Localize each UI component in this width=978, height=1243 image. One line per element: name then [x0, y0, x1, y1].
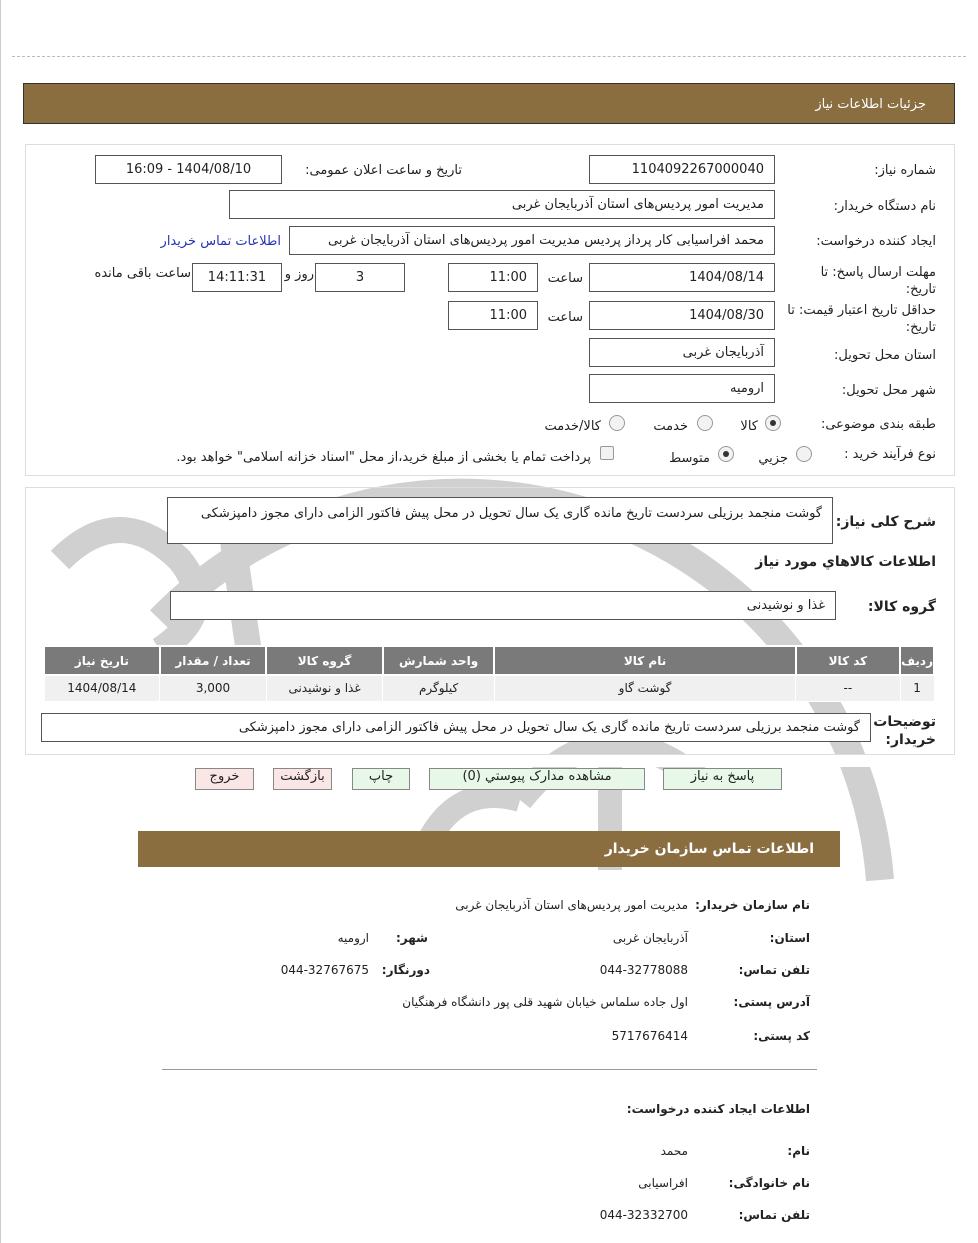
contact-postal-value: 5717676414 [611, 1029, 688, 1043]
goods-group-field[interactable]: غذا و نوشیدنی [170, 591, 836, 620]
buyer-notes-field[interactable]: گوشت منجمد برزیلی سردست تاریخ مانده گاری یک سال تحویل در محل پیش فاکتور الزامی دارای مجوز دامپزشکی [41, 713, 871, 742]
delivery-city-label: شهر محل تحویل: [841, 383, 936, 398]
remaining-time-field[interactable]: 14:11:31 [192, 263, 282, 292]
process-label: نوع فرآیند خرید : [844, 447, 936, 462]
contact-postal-label: کد پستی: [753, 1029, 810, 1043]
validity-label: حداقل تاریخ اعتبار قیمت: تا تاریخ: [787, 303, 936, 335]
contact-address-label: آدرس پستی: [733, 995, 810, 1009]
contact-org-value: مدیریت امور پردیس‌های استان آذربایجان غربی [455, 898, 688, 912]
cell-date: 1404/08/14 [44, 675, 160, 701]
cell-name: گوشت گاو [494, 675, 795, 701]
attachments-button[interactable]: مشاهده مدارک پیوستي (0) [429, 768, 645, 790]
exit-button[interactable]: خروج [195, 768, 254, 790]
top-divider [12, 56, 966, 57]
process-medium-radio[interactable] [718, 446, 734, 462]
days-label: روز و [284, 267, 314, 282]
col-qty: تعداد / مقدار [160, 646, 267, 675]
deadline-date-field[interactable]: 1404/08/14 [589, 263, 775, 292]
creator-info-title: اطلاعات ایجاد کننده درخواست: [626, 1102, 810, 1116]
category-goods-label: کالا [740, 419, 758, 434]
contact-address-value: اول جاده سلماس خیابان شهید قلی پور دانشگاه فرهنگیان [402, 995, 688, 1009]
description-field[interactable]: گوشت منجمد برزیلی سردست تاریخ مانده گاری یک سال تحویل در محل پیش فاکتور الزامی دارای مجوز دامپزشکی [167, 497, 833, 544]
goods-group-label: گروه کالا: [867, 599, 936, 615]
col-unit: واحد شمارش [383, 646, 495, 675]
col-date: تاریخ نیاز [44, 646, 160, 675]
validity-time-field[interactable]: 11:00 [448, 301, 538, 330]
deadline-label: مهلت ارسال پاسخ: تا تاریخ: [820, 265, 936, 297]
category-service-radio[interactable] [697, 415, 713, 431]
back-button[interactable]: بازگشت [273, 768, 332, 790]
cell-code: -- [796, 675, 900, 701]
col-code: کد کالا [796, 646, 900, 675]
reply-button[interactable]: پاسخ به نیاز [663, 768, 782, 790]
buyer-field[interactable]: مدیریت امور پردیس‌های استان آذربایجان غربی [229, 190, 775, 219]
buyer-label: نام دستگاه خریدار: [833, 199, 936, 214]
contact-phone-label: تلفن تماس: [738, 963, 810, 977]
creator-name-value: محمد [660, 1144, 688, 1158]
treasury-note: پرداخت تمام یا بخشی از مبلغ خرید،از محل "اسناد خزانه اسلامی" خواهد بود. [176, 450, 591, 465]
col-name: نام کالا [494, 646, 795, 675]
category-service-label: خدمت [653, 419, 688, 434]
contact-header [138, 831, 840, 867]
validity-date-field[interactable]: 1404/08/30 [589, 301, 775, 330]
description-label: شرح کلی نیاز: [835, 514, 936, 530]
category-both-radio[interactable] [609, 415, 625, 431]
col-group: گروه کالا [266, 646, 383, 675]
category-label: طبقه بندی موضوعی: [820, 417, 936, 432]
goods-table-header [44, 646, 934, 675]
validity-time-label: ساعت [547, 310, 583, 325]
creator-family-label: نام خانوادگی: [728, 1176, 810, 1190]
col-row: ردیف [900, 646, 934, 675]
delivery-city-field[interactable]: ارومیه [589, 374, 775, 403]
contact-title: اطلاعات تماس سازمان خریدار [604, 841, 814, 857]
process-small-radio[interactable] [796, 446, 812, 462]
contact-city-value: ارومیه [337, 931, 369, 945]
creator-name-label: نام: [787, 1144, 810, 1158]
page-header [23, 83, 955, 124]
need-number-field[interactable]: 1104092267000040 [589, 155, 775, 184]
table-row[interactable] [44, 675, 934, 701]
category-goods-radio[interactable] [765, 415, 781, 431]
remaining-label: ساعت باقی مانده [94, 266, 191, 281]
category-both-label: کالا/خدمت [544, 419, 601, 434]
contact-fax-value: 044-32767675 [280, 963, 369, 977]
cell-group: غذا و نوشیدنی [266, 675, 383, 701]
delivery-province-label: استان محل تحویل: [834, 348, 936, 363]
days-field[interactable]: 3 [315, 263, 405, 292]
deadline-time-field[interactable]: 11:00 [448, 263, 538, 292]
goods-table [43, 645, 935, 702]
buyer-contact-link[interactable]: اطلاعات تماس خریدار [160, 234, 281, 249]
creator-phone-value: 044-32332700 [599, 1208, 688, 1222]
creator-label: ایجاد کننده درخواست: [816, 234, 936, 249]
page-title: جزئیات اطلاعات نیاز [815, 97, 926, 112]
page-left-rule [0, 0, 1, 1243]
process-small-label: جزیي [758, 451, 788, 466]
contact-divider [162, 1069, 817, 1070]
contact-org-label: نام سازمان خریدار: [695, 898, 810, 912]
creator-family-value: افراسیابی [638, 1176, 688, 1190]
need-number-label: شماره نیاز: [874, 163, 936, 178]
contact-city-label: شهر: [396, 931, 428, 945]
announce-label: تاریخ و ساعت اعلان عمومی: [305, 163, 462, 178]
cell-qty: 3,000 [160, 675, 267, 701]
contact-fax-label: دورنگار: [381, 963, 430, 977]
creator-phone-label: تلفن تماس: [738, 1208, 810, 1222]
cell-row: 1 [900, 675, 934, 701]
goods-info-title: اطلاعات کالاهاي مورد نیاز [755, 554, 936, 570]
cell-unit: کیلوگرم [383, 675, 495, 701]
buyer-notes-label: توضیحات خریدار: [873, 714, 936, 748]
creator-field[interactable]: محمد افراسیابی کار پرداز پردیس مدیریت امور پردیس‌های استان آذربایجان غربی [289, 226, 775, 255]
contact-phone-value: 044-32778088 [599, 963, 688, 977]
button-clip [25, 755, 955, 767]
deadline-time-label: ساعت [547, 271, 583, 286]
treasury-checkbox[interactable] [600, 446, 614, 460]
announce-field[interactable]: 1404/08/10 - 16:09 [95, 155, 282, 184]
contact-province-label: استان: [769, 931, 810, 945]
print-button[interactable]: چاپ [352, 768, 410, 790]
delivery-province-field[interactable]: آذربایجان غربی [589, 338, 775, 367]
contact-province-value: آذربایجان غربی [612, 931, 688, 945]
process-medium-label: متوسط [669, 451, 710, 466]
